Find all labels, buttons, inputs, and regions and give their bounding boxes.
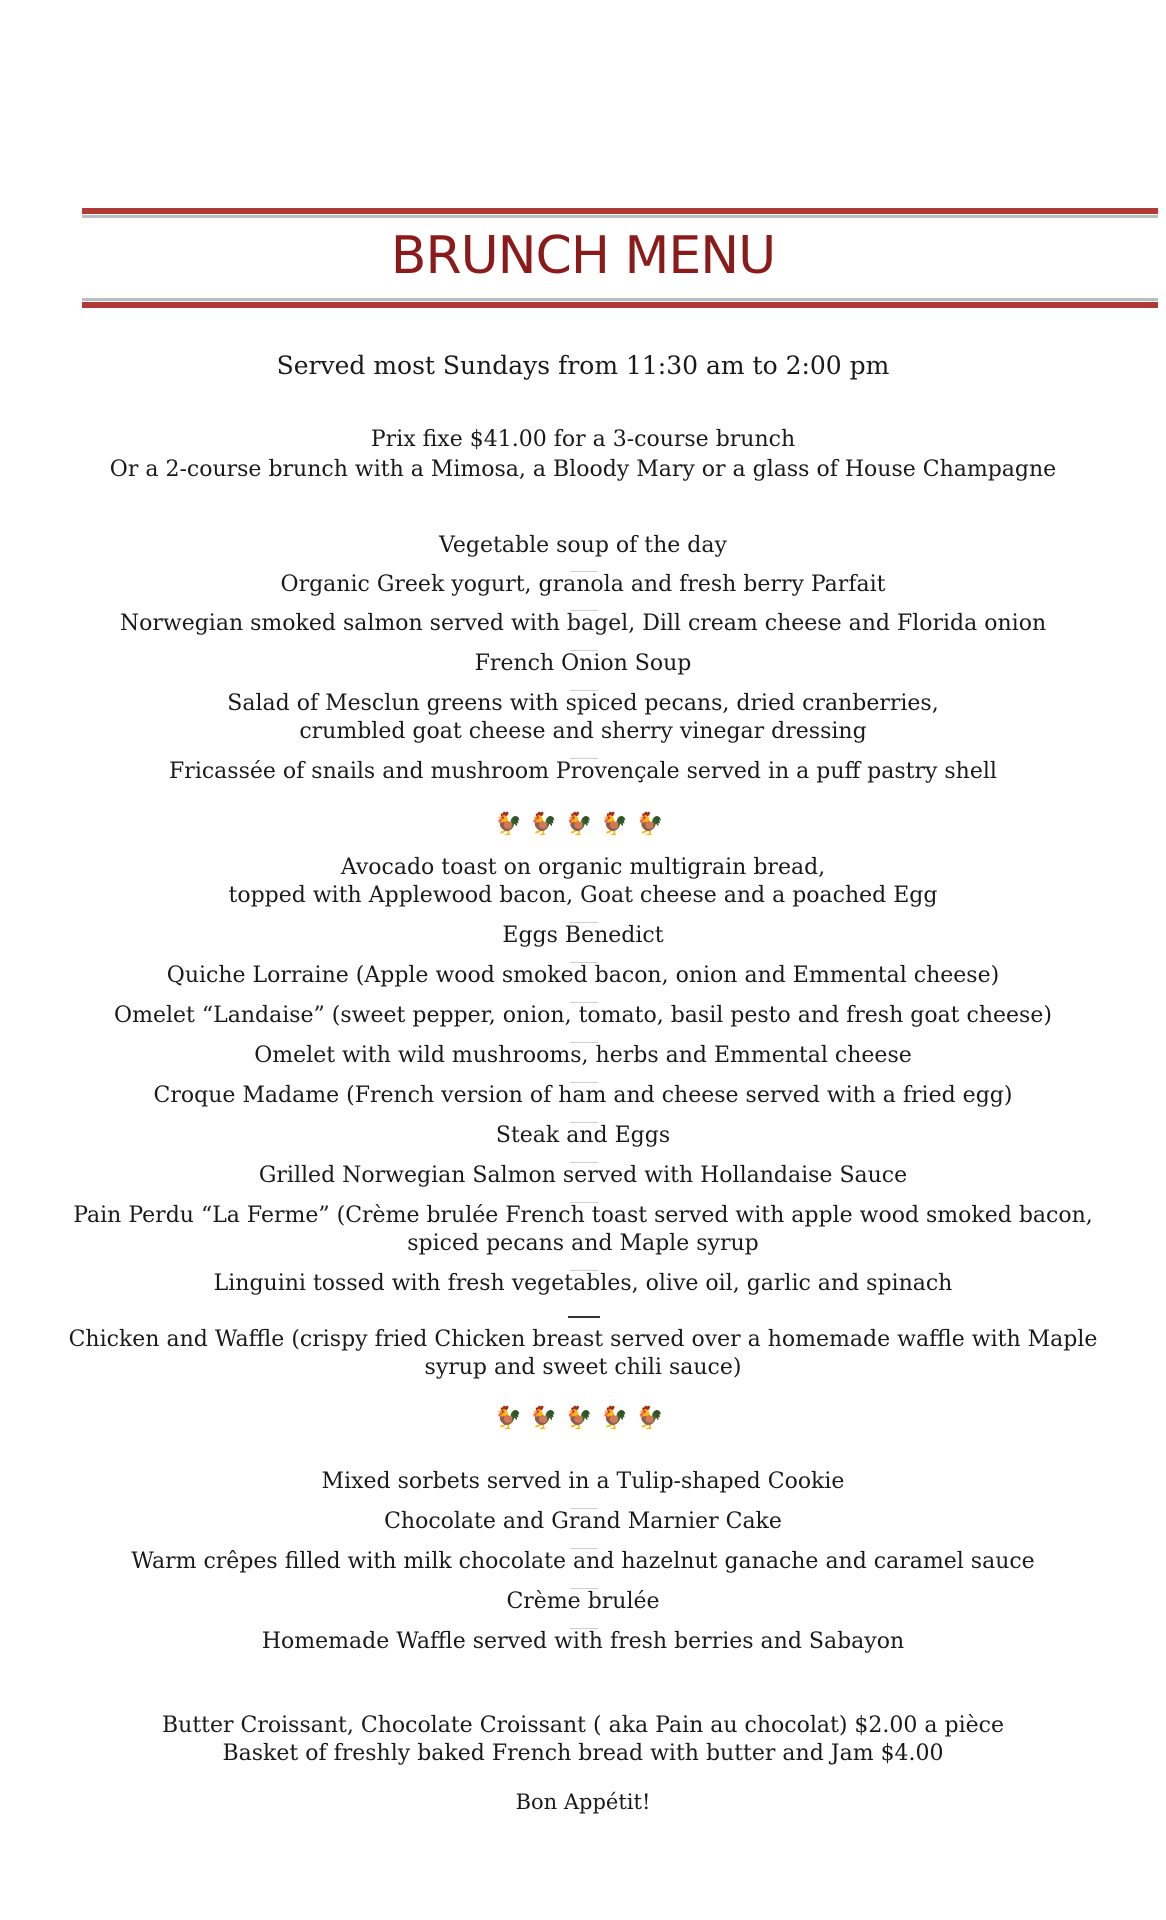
menu-item: Norwegian smoked salmon served with bagel, Dill cream cheese and Florida onion	[119, 611, 1047, 636]
menu-item: Crème brulée	[506, 1589, 660, 1614]
menu-item: Eggs Benedict	[502, 923, 664, 948]
menu-item: crumbled goat cheese and sherry vinegar dressing	[299, 719, 867, 744]
served-hours: Served most Sundays from 11:30 am to 2:00 pm	[276, 351, 890, 380]
item-separator	[568, 1316, 600, 1318]
menu-item: topped with Applewood bacon, Goat cheese and a poached Egg	[228, 883, 938, 908]
menu-item: syrup and sweet chili sauce)	[424, 1355, 742, 1380]
menu-item: Quiche Lorraine (Apple wood smoked bacon, onion and Emmental cheese)	[166, 963, 1000, 988]
menu-item: Linguini tossed with fresh vegetables, olive oil, garlic and spinach	[213, 1271, 953, 1296]
menu-item: French Onion Soup	[474, 651, 692, 676]
menu-item: Grilled Norwegian Salmon served with Hollandaise Sauce	[258, 1163, 908, 1188]
menu-item: Organic Greek yogurt, granola and fresh berry Parfait	[280, 572, 886, 597]
menu-item: Avocado toast on organic multigrain bread,	[340, 855, 826, 880]
menu-item: Warm crêpes filled with milk chocolate and hazelnut ganache and caramel sauce	[131, 1549, 1035, 1574]
extras-line: Basket of freshly baked French bread with butter and Jam $4.00	[222, 1741, 944, 1766]
menu-item: Salad of Mesclun greens with spiced pecans, dried cranberries,	[227, 691, 939, 716]
menu-item: Homemade Waffle served with fresh berries and Sabayon	[261, 1629, 905, 1654]
menu-item: Croque Madame (French version of ham and cheese served with a fried egg)	[153, 1083, 1013, 1108]
rooster-icon: 🐓🐓🐓🐓🐓	[494, 812, 672, 837]
menu-item: spiced pecans and Maple syrup	[407, 1231, 759, 1256]
menu-item: Chicken and Waffle (crispy fried Chicken breast served over a homemade waffle with Maple	[68, 1327, 1098, 1352]
menu-item: Mixed sorbets served in a Tulip-shaped Cookie	[321, 1469, 845, 1494]
rooster-icon: 🐓🐓🐓🐓🐓	[494, 1406, 672, 1431]
menu-item: Steak and Eggs	[495, 1123, 671, 1148]
menu-item: Chocolate and Grand Marnier Cake	[384, 1509, 782, 1534]
menu-item: Fricassée of snails and mushroom Provençale served in a puff pastry shell	[169, 759, 997, 784]
title-rule-bottom	[82, 298, 1158, 308]
extras-line: Butter Croissant, Chocolate Croissant ( aka Pain au chocolat) $2.00 a pièce	[162, 1713, 1004, 1738]
title-rule-top	[82, 208, 1158, 218]
prix-fixe-line-2: Or a 2-course brunch with a Mimosa, a Bloody Mary or a glass of House Champagne	[109, 457, 1057, 482]
prix-fixe-line-1: Prix fixe $41.00 for a 3-course brunch	[370, 427, 796, 452]
menu-item: Vegetable soup of the day	[439, 533, 727, 558]
menu-item: Omelet with wild mushrooms, herbs and Emmental cheese	[254, 1043, 912, 1068]
menu-item: Pain Perdu “La Ferme” (Crème brulée French toast served with apple wood smoked bacon,	[73, 1203, 1093, 1228]
page-title: BRUNCH MENU	[390, 226, 776, 286]
menu-item: Omelet “Landaise” (sweet pepper, onion, tomato, basil pesto and fresh goat cheese)	[114, 1003, 1052, 1028]
closing-text: Bon Appétit!	[515, 1790, 651, 1814]
